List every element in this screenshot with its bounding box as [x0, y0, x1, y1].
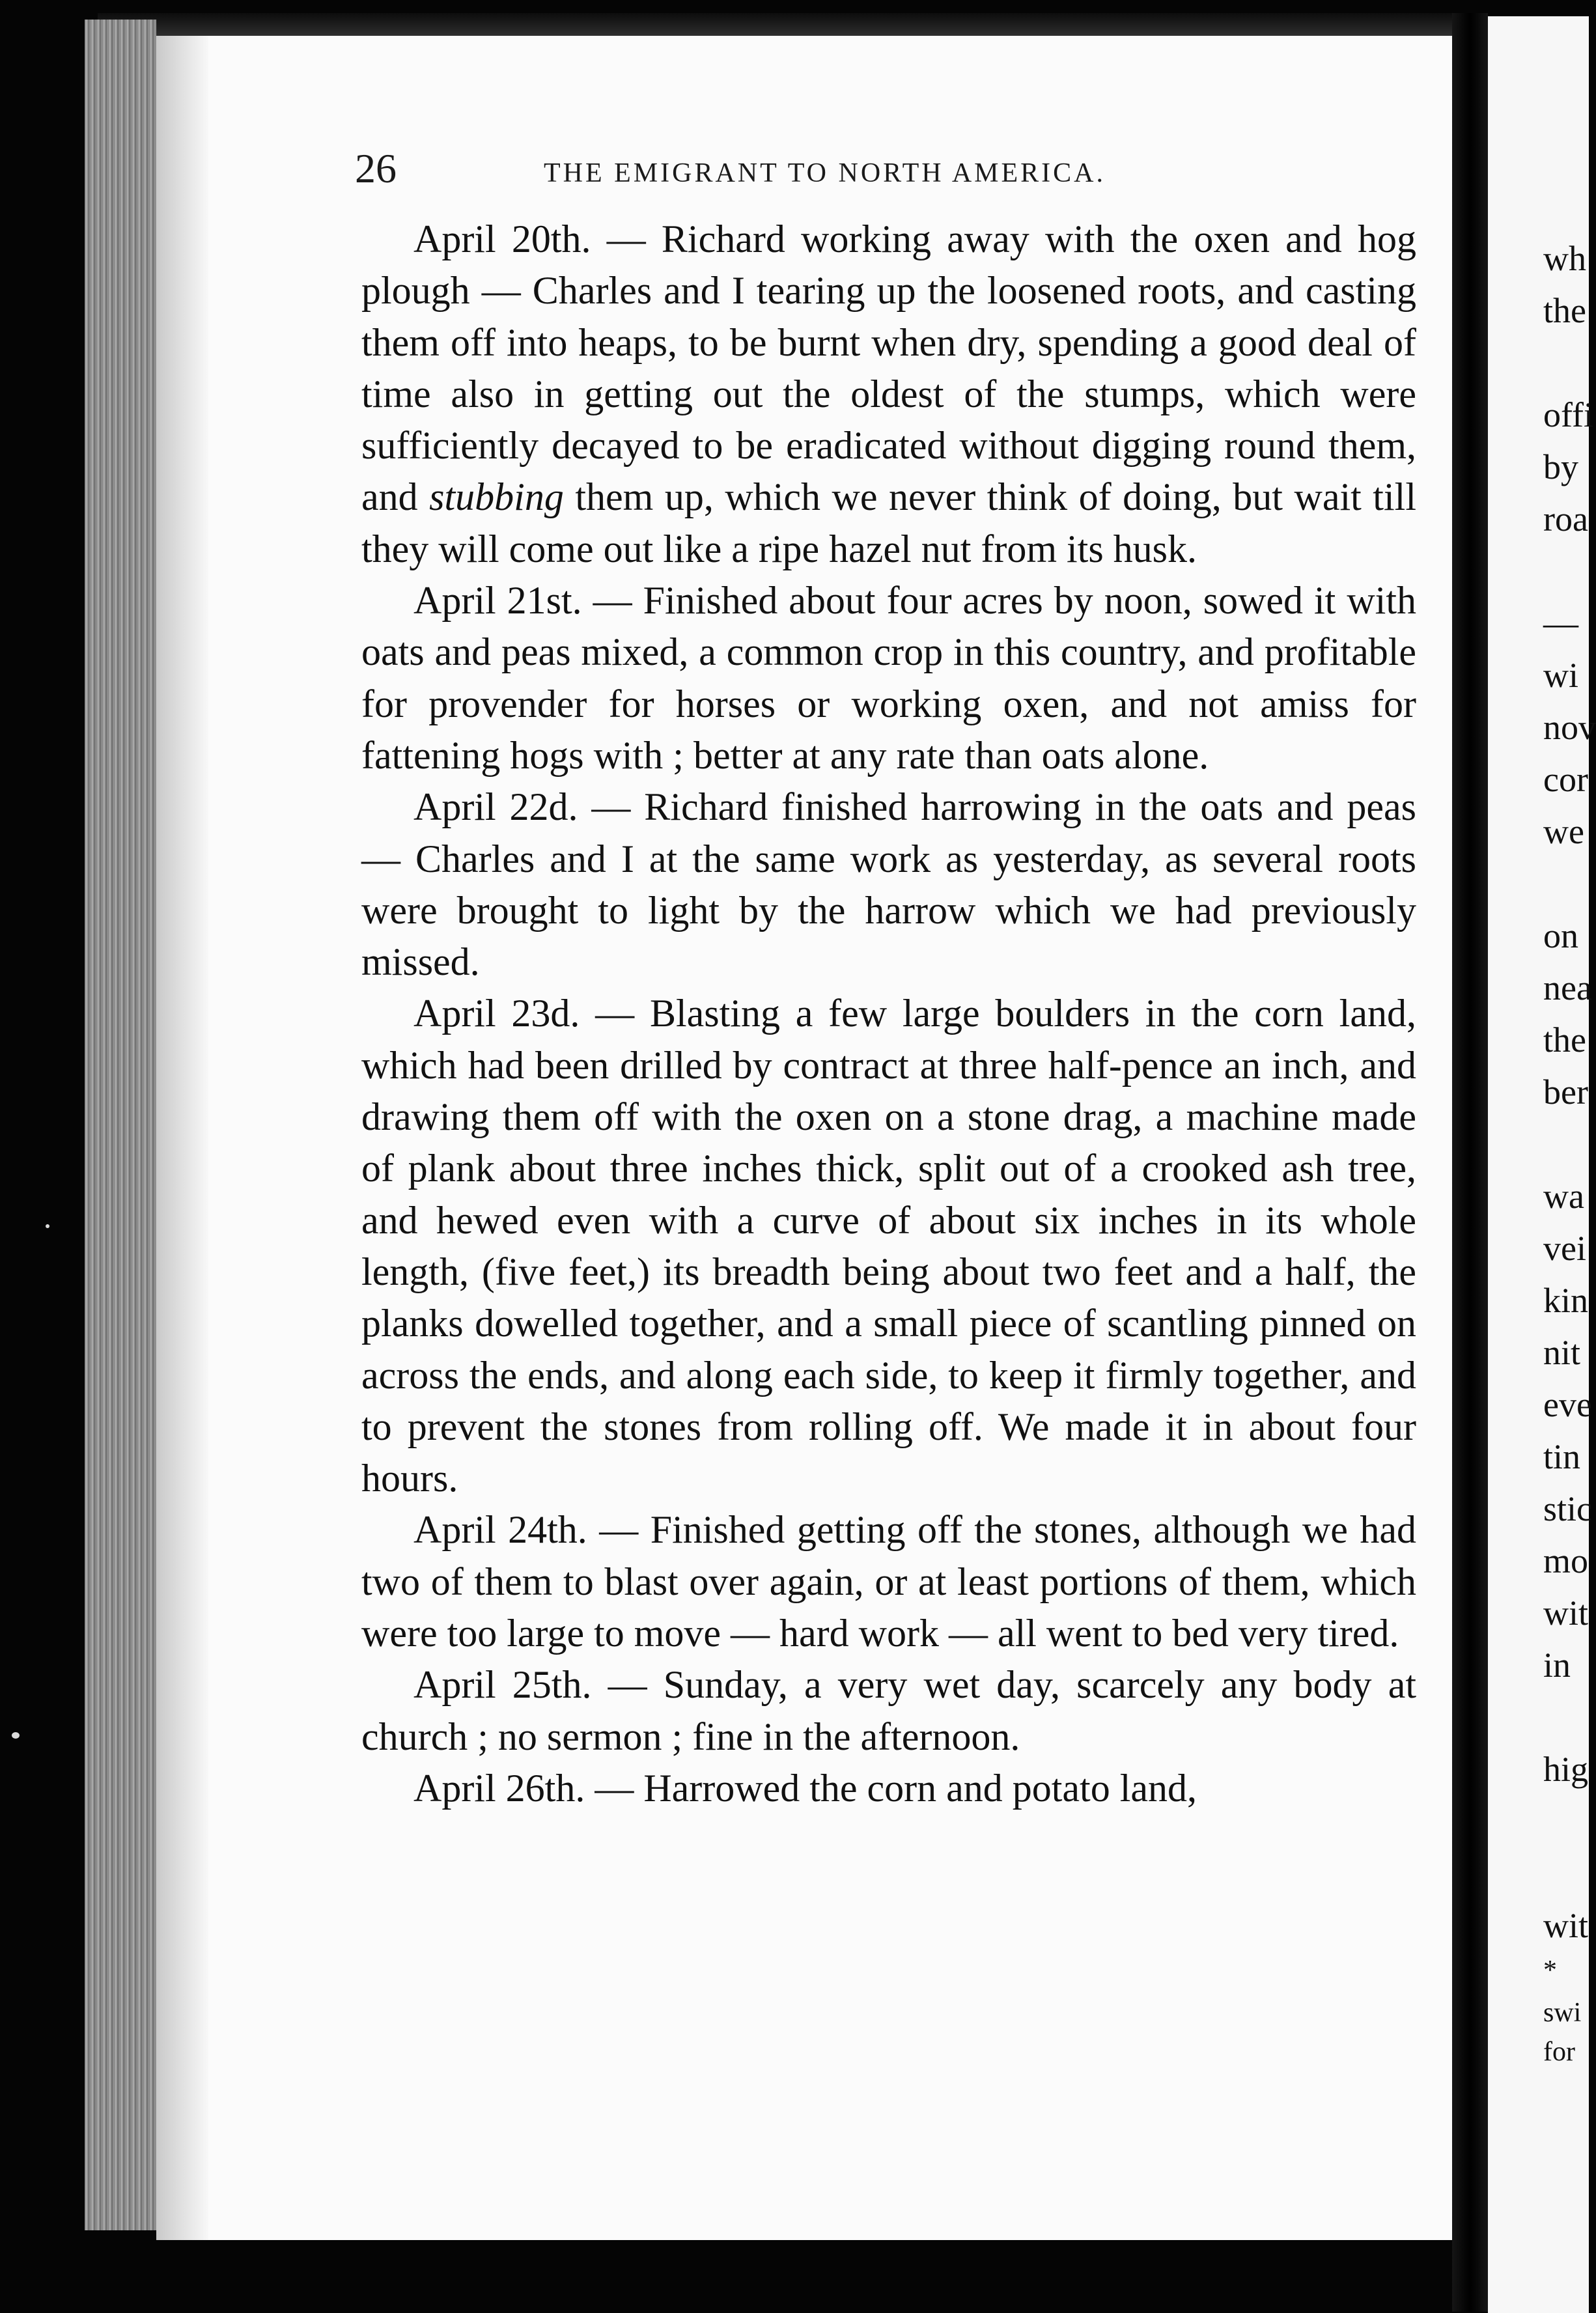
- facing-line-fragment: wit: [1543, 1593, 1589, 1633]
- facing-line-fragment: eve: [1543, 1385, 1592, 1424]
- facing-footnote-fragment: for: [1543, 2037, 1575, 2067]
- entry-text: — Richard finished harrowing in the oats and peas — Charles and I at the same work as yesterday, as several roots were brought to light by the harrow which we had previously missed.: [361, 785, 1417, 984]
- page-edge-stack: [85, 20, 156, 2230]
- facing-line-fragment: the: [1543, 1020, 1586, 1059]
- diary-entry: [361, 1504, 1416, 1659]
- facing-footnote-fragment: swi: [1543, 1998, 1582, 2028]
- facing-footnote-fragment: *: [1543, 1956, 1557, 1985]
- entry-date: April 21st.: [413, 579, 582, 623]
- entry-text: — Finished getting off the stones, although we had two of them to blast over again, or at least portions of them, which were too large to move — hard work — all went to bed very tired.: [361, 1508, 1416, 1655]
- facing-line-fragment: nea: [1543, 968, 1592, 1007]
- facing-line-fragment: hig: [1543, 1750, 1589, 1789]
- facing-line-fragment: cor: [1543, 760, 1588, 799]
- facing-line-fragment: the: [1543, 291, 1586, 330]
- entry-date: April 24th.: [413, 1508, 587, 1552]
- entry-text-continued: them up, which we never think of doing, but wait till they will come out like a ripe hazel nut from its husk.: [361, 475, 1416, 570]
- diary-entry: [361, 988, 1416, 1504]
- entry-text: — Richard working away with the oxen and hog plough — Charles and I tearing up the loosened roots, and casting them off into heaps, to be burnt when dry, spending a good deal of time also in getting out the oldest of the stumps, which were sufficiently decayed to be eradicated without digging round them, and: [361, 217, 1416, 519]
- entry-text: — Harrowed the corn and potato land,: [585, 1766, 1197, 1810]
- entry-text: — Finished about four acres by noon, sowed it with oats and peas mixed, a common crop in this country, and profitable for provender for horses or working oxen, and not amiss for fattening hogs with ; better at any rate than oats alone.: [361, 579, 1416, 777]
- facing-line-fragment: wh: [1543, 239, 1586, 278]
- dust-speck: [46, 1224, 49, 1228]
- book-gutter: [1452, 13, 1488, 2312]
- entry-date: April 26th.: [413, 1766, 585, 1810]
- running-head: THE EMIGRANT TO NORTH AMERICA.: [544, 158, 1106, 188]
- facing-line-fragment: vei: [1543, 1229, 1586, 1268]
- entry-emphasis: stubbing: [429, 475, 564, 519]
- facing-page-fragment: [1488, 16, 1596, 2313]
- entry-text: — Sunday, a very wet day, scarcely any body at church ; no sermon ; fine in the afternoon.: [361, 1663, 1416, 1758]
- facing-line-fragment: roa: [1543, 499, 1588, 539]
- facing-line-fragment: we: [1543, 812, 1584, 851]
- entry-date: April 23d.: [413, 992, 580, 1035]
- entry-date: April 20th.: [413, 217, 591, 260]
- facing-line-fragment: ber: [1543, 1072, 1588, 1112]
- entry-date: April 25th.: [413, 1663, 592, 1707]
- page-number: 26: [355, 145, 397, 191]
- facing-line-fragment: nov: [1543, 708, 1596, 747]
- entry-text: — Blasting a few large boulders in the corn land, which had been drilled by contract at three half-pence an inch, and drawing them off with the oxen on a stone drag, a machine made of plank about three inches thick, split out of a crooked ash tree, and hewed even with a curve of about six inches in its whole length, (five feet,) its breadth being about two feet and a half, the planks dowelled together, and a small piece of scantling pinned on across the ends, and along each side, to keep it firmly together, and to prevent the stones from rolling off. We made it in about four hours.: [361, 992, 1416, 1500]
- facing-line-fragment: wi: [1543, 656, 1578, 695]
- page-top-shadow: [98, 13, 1455, 39]
- facing-line-fragment: —: [1543, 604, 1578, 643]
- page-body: [361, 214, 1416, 1814]
- page-header: [355, 145, 1293, 197]
- diary-entry: [361, 781, 1416, 988]
- facing-line-fragment: wit: [1543, 1906, 1589, 1945]
- facing-line-fragment: tin: [1543, 1437, 1581, 1476]
- facing-line-fragment: offi: [1543, 395, 1593, 434]
- diary-entry: [361, 1763, 1416, 1814]
- facing-line-fragment: kin: [1543, 1281, 1589, 1320]
- facing-line-fragment: by: [1543, 447, 1578, 486]
- diary-entry: [361, 1659, 1416, 1763]
- facing-line-fragment: on: [1543, 916, 1578, 955]
- diary-entry: [361, 575, 1416, 781]
- diary-entry: [361, 214, 1416, 575]
- entry-date: April 22d.: [413, 785, 578, 829]
- facing-line-fragment: wa: [1543, 1177, 1584, 1216]
- facing-line-fragment: in: [1543, 1646, 1571, 1685]
- facing-line-fragment: nit: [1543, 1333, 1581, 1372]
- facing-line-fragment: stic: [1543, 1489, 1592, 1528]
- page-fold-shading: [156, 36, 208, 2240]
- dust-speck: [12, 1732, 20, 1739]
- facing-line-fragment: mo: [1543, 1541, 1589, 1580]
